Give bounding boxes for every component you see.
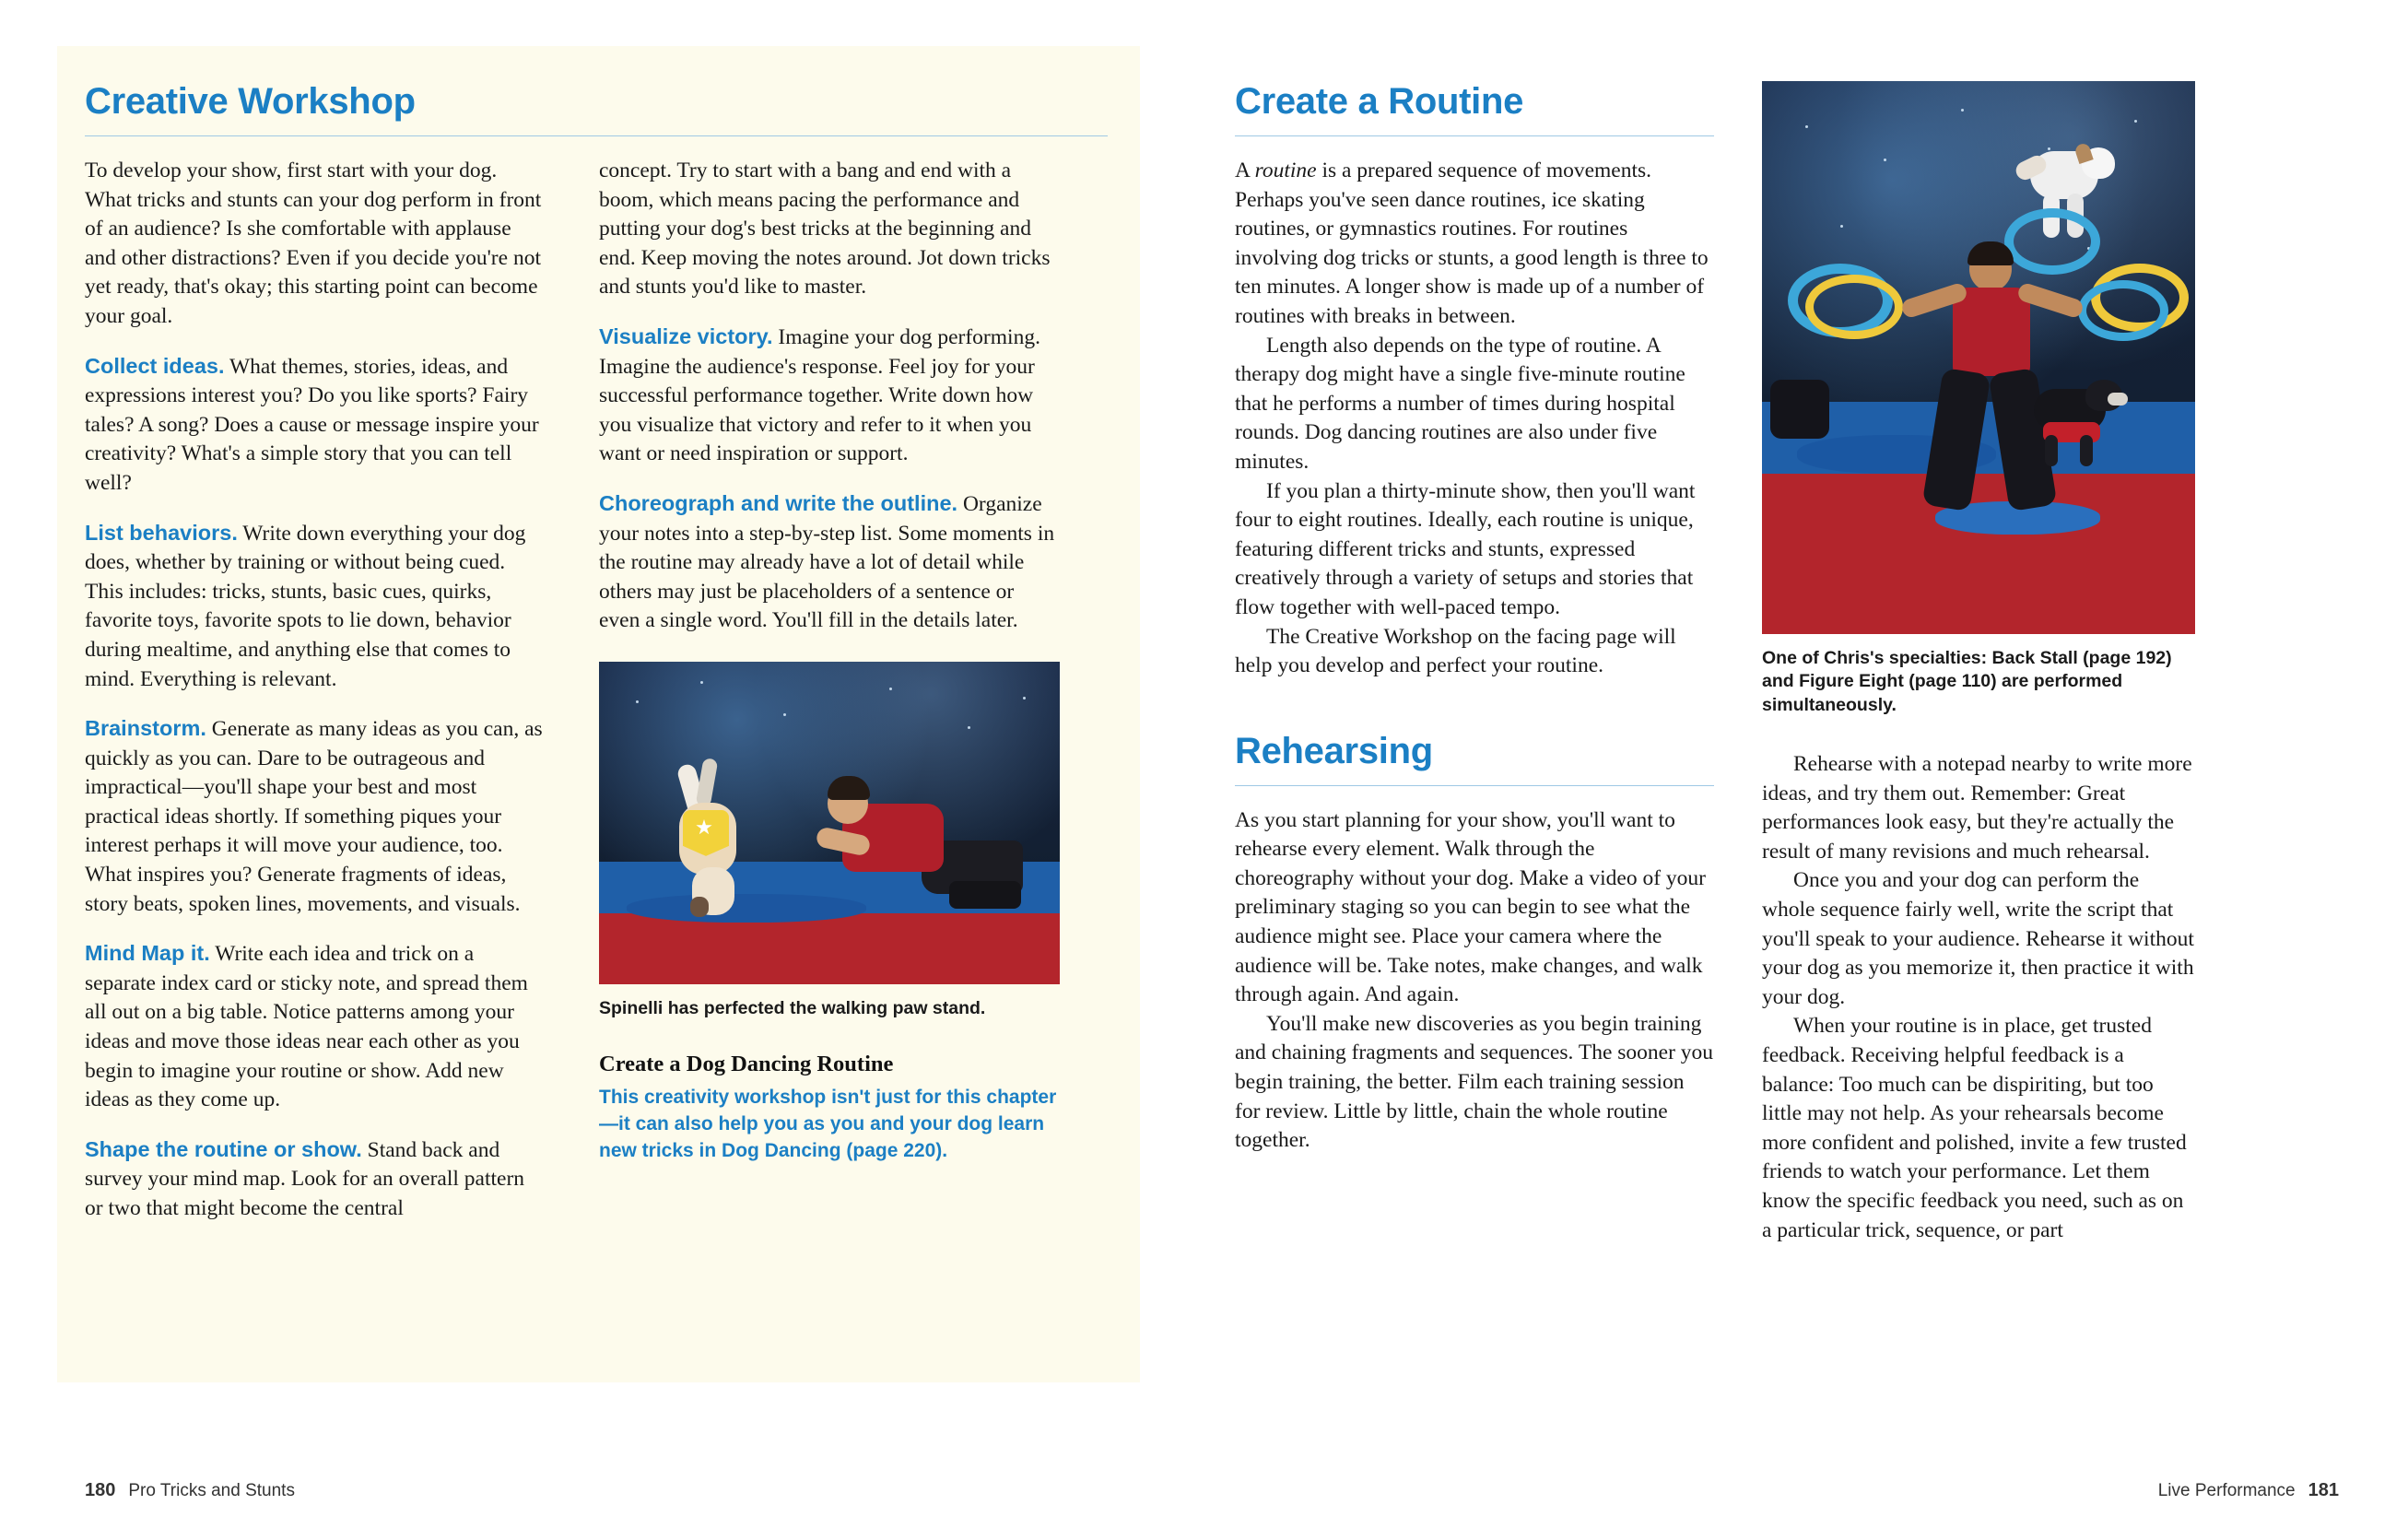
photo-walking-paw-stand: [599, 662, 1060, 984]
paragraph-text: concept. Try to start with a bang and end with a boom, which means pacing the performance and putting your dog's best tricks at the beginning and end. Keep moving the notes around. Jot down tricks and stunts you'd like to master.: [599, 159, 1051, 300]
paragraph: As you start planning for your show, you'll want to rehearse every element. Walk through the choreography without your dog. Make a video of your preliminary staging so you can begin to see what the audience might see. Place your camera where the audience will be. Take notes, make changes, and walk through again. And again.: [1235, 807, 1706, 1007]
right-columns-top: [1235, 81, 2331, 1245]
sidebar-text: This creativity workshop isn't just for this chapter—it can also help you as you and your dog learn new tricks in Dog Dancing (page 220).: [599, 1087, 1057, 1162]
photo-back-stall-figure-eight: [1762, 81, 2195, 634]
paragraph-text: To develop your show, first start with your dog. What tricks and stunts can your dog perform in front of an audience? Is she comfortable with applause and other distractions? Even if you decide you're not yet ready, that's okay; this starting point can become your goal.: [85, 159, 542, 328]
paragraph-lead-in: Choreograph and write the outline.: [599, 490, 958, 515]
page-number-left: 180: [85, 1480, 116, 1500]
paragraph: [85, 1135, 546, 1224]
dog-bottom: [2026, 369, 2137, 470]
right-column-photo: [1762, 81, 2195, 1245]
paragraph: [599, 323, 1060, 469]
paragraph-text: Stand back and survey your mind map. Look for an overall pattern or two that might become the central: [85, 1137, 525, 1220]
paragraph-lead-in: List behaviors.: [85, 520, 238, 545]
photo-caption-left: Spinelli has perfected the walking paw stand.: [599, 997, 986, 1018]
paragraph-lead-in: Mind Map it.: [85, 941, 210, 966]
paragraph-text: Write down everything your dog does, whether by training or without being cued. This includes: tricks, stunts, basic cues, quirks, favorite toys, favorite spots to lie down, behavior during mealtime, and anything else that comes to mind. Everything is relevant.: [85, 521, 526, 691]
paragraph-lead-in: Shape the routine or show.: [85, 1136, 362, 1161]
prop-box: [1770, 380, 1829, 439]
paragraph-lead-in: Collect ideas.: [85, 353, 225, 378]
page-title-create-a-routine: Create a Routine: [1235, 81, 1524, 122]
right-page-content: [1235, 81, 2331, 1245]
paragraph: Once you and your dog can perform the whole sequence fairly well, write the script that you'll speak to your audience. Rehearse it without your dog as you memorize it, then practice it with your dog.: [1762, 868, 2194, 1009]
paragraph-text: What themes, stories, ideas, and expressions interest you? Do you like sports? Fairy tales? A song? Does a cause or message inspire your creativity? What's a simple story that you can tell well?: [85, 354, 539, 495]
paragraph-lead-in: Brainstorm.: [85, 716, 206, 741]
paragraph: [85, 519, 546, 695]
sidebar-heading: Create a Dog Dancing Routine: [599, 1052, 894, 1077]
paragraph: [85, 714, 546, 919]
paragraph: [599, 157, 1060, 302]
left-page-content: [85, 81, 1108, 1224]
left-column-1: [85, 157, 546, 1224]
title-rule-routine: [1235, 135, 1714, 136]
page-title-rehearsing: Rehearsing: [1235, 730, 1433, 771]
footer-right: [2158, 1480, 2339, 1501]
paragraph-text: Imagine your dog performing. Imagine the audience's response. Feel joy for your successful performance together. Write down how you visualize that victory and refer to it when you want or need inspiration or support.: [599, 324, 1040, 466]
left-column-2: [599, 157, 1060, 1224]
paragraph: Rehearse with a notepad nearby to write more ideas, and try them out. Remember: Great performances look easy, but they're actually the result of many revisions and much rehearsal.: [1762, 752, 2192, 864]
right-column-text: [1235, 81, 1714, 1245]
paragraph-text: Write each idea and trick on a separate index card or sticky note, and spread them all out on a big table. Notice patterns among your ideas and move those ideas near each other as you begin to imagine your routine or show. Add new ideas as they come up.: [85, 942, 528, 1112]
paragraph-lead-in: Visualize victory.: [599, 323, 773, 348]
paragraph: You'll make new discoveries as you begin training and chaining fragments and sequences. The sooner you begin training, the better. Film each training session for review. Little by little, chain the whole routine together.: [1235, 1011, 1714, 1153]
italic-term: routine: [1254, 159, 1317, 182]
paragraph: [85, 939, 546, 1115]
paragraph: [85, 157, 546, 332]
paragraph: When your routine is in place, get trusted feedback. Receiving helpful feedback is a balance: Too much can be dispiriting, but too little may not help. As your rehearsals become more confident and polished, invite a few trusted friends to watch your performance. Let them know the specific feedback you need, such as on a particular trick, sequence, or part: [1762, 1014, 2187, 1242]
running-head-right: Live Performance: [2157, 1481, 2296, 1500]
paragraph: [85, 352, 546, 499]
right-page: [1198, 0, 2396, 1540]
page-number-right: 181: [2308, 1480, 2339, 1500]
paragraph: If you plan a thirty-minute show, then you'll want four to eight routines. Ideally, each routine is unique, featuring different tricks and stunts, expressed creatively through a variety of setups and stories that flow together with well-paced tempo.: [1235, 478, 1696, 619]
paragraph: [599, 489, 1060, 636]
hoop-yellow-left: [1805, 275, 1903, 339]
title-rule-rehearsing: [1235, 785, 1714, 786]
paragraph: Length also depends on the type of routine. A therapy dog might have a single five-minute routine that he performs a number of times during hospital rounds. Dog dancing routines are also under five minutes.: [1235, 333, 1685, 474]
footer-left: [85, 1480, 295, 1501]
paragraph-text: Generate as many ideas as you can, as quickly as you can. Dare to be outrageous and impractical—you'll shape your best and most practical ideas shortly. If something piques your interest perhaps it will move your audience, too. What inspires you? Generate fragments of ideas, story beats, spoken lines, movements, and visuals.: [85, 717, 543, 916]
running-head-left: Pro Tricks and Stunts: [128, 1481, 295, 1500]
title-rule: [85, 135, 1108, 136]
paragraph-text: Organize your notes into a step-by-step list. Some moments in the routine may already have a lot of detail while others may just be placeholders of a sentence or even a single word. You'll fill in the details later.: [599, 491, 1055, 633]
paragraph: The Creative Workshop on the facing page will help you develop and perfect your routine.: [1235, 624, 1676, 678]
left-columns: [85, 157, 1108, 1224]
paragraph: A routine is a prepared sequence of movements. Perhaps you've seen dance routines, ice skating routines, or gymnastics routines. For routines involving dog tricks or stunts, a good length is three to ten minutes. A longer show is made up of a number of routines with breaks in between.: [1235, 159, 1709, 328]
page-title-creative-workshop: Creative Workshop: [85, 81, 416, 122]
photo-caption-right: One of Chris's specialties: Back Stall (page 192) and Figure Eight (page 110) are performed simultaneously.: [1762, 648, 2172, 715]
